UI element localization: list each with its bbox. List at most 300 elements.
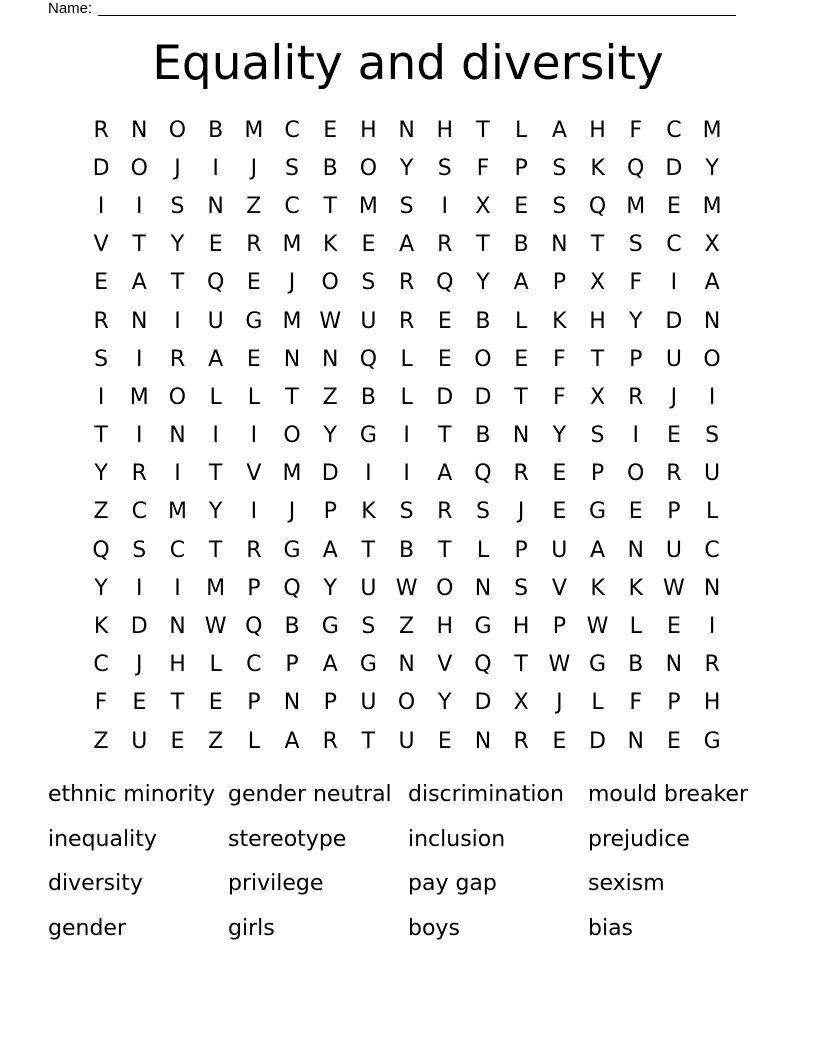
grid-cell: R xyxy=(169,346,186,372)
grid-cell: J xyxy=(556,690,563,716)
grid-cell: E xyxy=(552,499,567,525)
grid-cell: E xyxy=(666,728,681,754)
name-field xyxy=(48,0,736,18)
grid-cell: V xyxy=(246,461,262,487)
grid-cell: Q xyxy=(359,346,378,372)
grid-cell: Y xyxy=(208,499,223,525)
grid-cell: Y xyxy=(705,155,719,181)
grid-cell: S xyxy=(552,193,567,219)
grid-cell: N xyxy=(283,690,301,716)
grid-cell: E xyxy=(514,193,529,219)
grid-cell: W xyxy=(204,614,227,640)
grid-cell: S xyxy=(399,499,414,525)
grid-cell: M xyxy=(282,308,302,334)
grid-cell: C xyxy=(131,499,147,525)
grid-cell: E xyxy=(552,728,567,754)
name-blank-line xyxy=(98,14,736,16)
grid-cell: Y xyxy=(476,270,490,296)
grid-cell: M xyxy=(129,384,149,410)
grid-cell: E xyxy=(94,270,109,296)
grid-cell: I xyxy=(97,384,105,410)
grid-cell: S xyxy=(170,193,185,219)
grid-cell: Q xyxy=(92,537,110,563)
grid-cell: N xyxy=(627,537,644,563)
grid-cell: N xyxy=(665,652,683,678)
grid-cell: C xyxy=(704,537,720,563)
grid-cell: R xyxy=(93,308,109,334)
grid-cell: P xyxy=(323,690,337,716)
grid-cell: M xyxy=(358,193,378,219)
grid-cell: Y xyxy=(552,423,567,449)
grid-cell: E xyxy=(246,346,261,372)
word-list-item: gender xyxy=(48,915,126,941)
grid-cell: O xyxy=(283,423,301,449)
grid-cell: B xyxy=(628,652,644,678)
grid-cell: R xyxy=(131,461,147,487)
grid-cell: R xyxy=(513,461,529,487)
grid-cell: R xyxy=(437,232,453,258)
grid-cell: I xyxy=(365,461,372,487)
grid-cell: C xyxy=(169,537,186,563)
grid-cell: D xyxy=(321,461,339,487)
grid-cell: P xyxy=(285,652,299,678)
grid-cell: X xyxy=(704,232,720,258)
grid-cell: Q xyxy=(283,575,301,601)
grid-cell: S xyxy=(361,614,376,640)
grid-cell: I xyxy=(212,423,219,449)
grid-cell: F xyxy=(629,117,643,143)
grid-cell: F xyxy=(94,690,108,716)
grid-cell: G xyxy=(321,614,339,640)
grid-cell: N xyxy=(398,117,415,143)
grid-cell: R xyxy=(704,652,720,678)
grid-cell: H xyxy=(169,652,186,678)
grid-cell: J xyxy=(288,270,296,296)
grid-cell: L xyxy=(209,652,222,678)
grid-cell: K xyxy=(590,575,605,601)
grid-cell: Y xyxy=(94,461,108,487)
grid-cell: N xyxy=(512,423,530,449)
word-list-item: stereotype xyxy=(228,826,347,852)
grid-cell: D xyxy=(589,728,606,754)
grid-cell: S xyxy=(705,423,720,449)
grid-cell: P xyxy=(667,499,681,525)
grid-cell: T xyxy=(132,232,146,258)
grid-cell: I xyxy=(136,423,143,449)
grid-cell: N xyxy=(474,575,492,601)
grid-cell: N xyxy=(169,423,186,449)
grid-cell: R xyxy=(93,117,109,143)
grid-cell: U xyxy=(360,690,377,716)
grid-cell: T xyxy=(94,423,108,449)
grid-cell: M xyxy=(282,232,302,258)
grid-cell: I xyxy=(174,308,181,334)
grid-cell: I xyxy=(250,423,258,449)
grid-cell: L xyxy=(209,384,222,410)
grid-cell: T xyxy=(476,232,490,258)
grid-cell: R xyxy=(398,270,415,296)
grid-cell: Y xyxy=(399,155,414,181)
grid-cell: C xyxy=(284,193,300,219)
grid-cell: L xyxy=(476,537,490,563)
grid-cell: E xyxy=(666,423,681,449)
grid-cell: G xyxy=(359,423,377,449)
grid-cell: A xyxy=(551,117,567,143)
grid-cell: T xyxy=(208,461,223,487)
word-list-item: sexism xyxy=(588,871,665,897)
grid-cell: M xyxy=(244,117,264,143)
grid-cell: A xyxy=(399,232,415,258)
word-list-item: prejudice xyxy=(588,826,690,852)
grid-cell: E xyxy=(437,728,452,754)
grid-cell: C xyxy=(666,232,682,258)
grid-cell: D xyxy=(436,384,454,410)
word-list-item: mould breaker xyxy=(588,782,748,807)
grid-cell: Z xyxy=(246,193,262,219)
grid-cell: L xyxy=(247,384,260,410)
grid-cell: M xyxy=(206,575,226,601)
grid-cell: I xyxy=(250,499,258,525)
grid-cell: W xyxy=(586,614,609,640)
grid-cell: X xyxy=(589,270,606,296)
grid-cell: A xyxy=(704,270,720,296)
grid-cell: C xyxy=(666,117,682,143)
grid-cell: R xyxy=(513,728,529,754)
grid-cell: E xyxy=(437,308,452,334)
grid-cell: U xyxy=(360,308,377,334)
grid-cell: I xyxy=(174,575,181,601)
grid-cell: N xyxy=(169,614,186,640)
grid-cell: P xyxy=(667,690,681,716)
grid-cell: S xyxy=(552,155,567,181)
grid-cell: H xyxy=(436,614,454,640)
grid-cell: U xyxy=(207,308,224,334)
grid-cell: I xyxy=(136,575,143,601)
grid-cell: B xyxy=(360,384,376,410)
grid-cell: Y xyxy=(438,690,452,716)
grid-cell: H xyxy=(589,117,606,143)
grid-cell: E xyxy=(208,690,223,716)
grid-cell: R xyxy=(246,537,262,563)
word-list-item: privilege xyxy=(228,871,324,897)
grid-cell: Q xyxy=(474,652,492,678)
grid-cell: I xyxy=(441,193,449,219)
grid-cell: L xyxy=(629,614,642,640)
grid-cell: R xyxy=(437,499,453,525)
grid-cell: P xyxy=(514,155,528,181)
grid-cell: B xyxy=(284,614,300,640)
grid-cell: J xyxy=(174,155,181,181)
grid-cell: Q xyxy=(436,270,454,296)
grid-cell: T xyxy=(514,652,528,678)
grid-cell: S xyxy=(94,346,109,372)
grid-cell: O xyxy=(627,461,645,487)
grid-cell: M xyxy=(282,461,302,487)
grid-cell: A xyxy=(513,270,529,296)
grid-cell: C xyxy=(246,652,262,678)
grid-cell: H xyxy=(436,117,454,143)
grid-cell: P xyxy=(247,690,261,716)
grid-cell: H xyxy=(360,117,377,143)
grid-cell: Y xyxy=(94,575,108,601)
grid-cell: G xyxy=(283,537,301,563)
grid-cell: H xyxy=(703,690,721,716)
grid-cell: T xyxy=(476,117,490,143)
grid-cell: O xyxy=(436,575,454,601)
grid-cell: N xyxy=(321,346,339,372)
grid-cell: E xyxy=(514,346,529,372)
grid-cell: N xyxy=(283,346,301,372)
grid-cell: L xyxy=(247,728,260,754)
grid-cell: Z xyxy=(322,384,338,410)
grid-cell: S xyxy=(285,155,300,181)
grid-cell: F xyxy=(476,155,490,181)
grid-cell: T xyxy=(323,193,337,219)
word-list-item: girls xyxy=(228,915,275,941)
grid-cell: B xyxy=(208,117,224,143)
grid-cell: F xyxy=(553,384,566,410)
grid-cell: W xyxy=(548,652,571,678)
grid-cell: R xyxy=(628,384,644,410)
grid-cell: I xyxy=(97,193,105,219)
grid-cell: P xyxy=(629,346,643,372)
grid-cell: T xyxy=(438,537,452,563)
grid-cell: S xyxy=(628,232,643,258)
grid-cell: P xyxy=(552,614,566,640)
grid-cell: U xyxy=(704,461,721,487)
grid-cell: S xyxy=(132,537,147,563)
grid-cell: R xyxy=(246,232,262,258)
grid-cell: T xyxy=(590,346,605,372)
grid-cell: G xyxy=(703,728,721,754)
grid-cell: T xyxy=(438,423,452,449)
grid-cell: N xyxy=(627,728,644,754)
grid-cell: U xyxy=(360,575,377,601)
grid-cell: X xyxy=(589,384,606,410)
grid-cell: O xyxy=(474,346,492,372)
grid-cell: I xyxy=(632,423,639,449)
letter-grid xyxy=(82,111,736,760)
grid-cell: P xyxy=(552,270,566,296)
grid-cell: T xyxy=(514,384,528,410)
word-list-item: discrimination xyxy=(408,782,564,807)
grid-cell: H xyxy=(589,308,606,334)
grid-cell: E xyxy=(552,461,567,487)
grid-cell: M xyxy=(702,117,722,143)
grid-cell: J xyxy=(136,652,143,678)
grid-cell: A xyxy=(590,537,606,563)
grid-cell: T xyxy=(361,537,376,563)
grid-cell: O xyxy=(397,690,416,716)
grid-cell: Y xyxy=(628,308,643,334)
grid-cell: U xyxy=(551,537,568,563)
grid-cell: G xyxy=(245,308,263,334)
grid-cell: Z xyxy=(399,614,415,640)
page-title: Equality and diversity xyxy=(152,36,664,91)
grid-cell: J xyxy=(670,384,678,410)
word-list-item: pay gap xyxy=(408,871,497,897)
grid-cell: V xyxy=(93,232,109,258)
word-list-item: bias xyxy=(588,915,634,941)
grid-cell: O xyxy=(703,346,721,372)
grid-cell: I xyxy=(403,461,410,487)
grid-cell: A xyxy=(208,346,224,372)
word-list-item: ethnic minority xyxy=(48,782,215,807)
grid-cell: A xyxy=(437,461,453,487)
grid-cell: E xyxy=(323,117,338,143)
grid-cell: E xyxy=(628,499,643,525)
grid-cell: E xyxy=(666,614,681,640)
grid-cell: E xyxy=(361,232,376,258)
grid-cell: L xyxy=(705,499,719,525)
grid-cell: P xyxy=(514,537,528,563)
grid-cell: G xyxy=(589,652,607,678)
grid-cell: Q xyxy=(588,193,607,219)
grid-cell: W xyxy=(395,575,418,601)
grid-cell: C xyxy=(284,117,300,143)
grid-cell: E xyxy=(170,728,185,754)
grid-cell: T xyxy=(361,728,376,754)
grid-cell: O xyxy=(168,117,187,143)
grid-cell: Z xyxy=(93,499,109,525)
grid-cell: U xyxy=(665,537,682,563)
grid-cell: L xyxy=(515,308,528,334)
grid-cell: V xyxy=(551,575,567,601)
grid-cell: I xyxy=(174,461,181,487)
grid-cell: L xyxy=(400,346,413,372)
grid-cell: S xyxy=(514,575,529,601)
grid-cell: U xyxy=(665,346,682,372)
grid-cell: K xyxy=(323,232,338,258)
grid-cell: W xyxy=(663,575,685,601)
grid-cell: G xyxy=(589,499,607,525)
grid-cell: D xyxy=(474,384,492,410)
grid-cell: F xyxy=(629,690,643,716)
grid-cell: I xyxy=(136,346,143,372)
grid-cell: E xyxy=(246,270,261,296)
grid-cell: A xyxy=(131,270,147,296)
grid-cell: Q xyxy=(627,155,645,181)
grid-cell: K xyxy=(361,499,376,525)
grid-cell: S xyxy=(399,193,414,219)
grid-cell: O xyxy=(168,384,187,410)
grid-cell: A xyxy=(322,652,338,678)
grid-cell: B xyxy=(513,232,529,258)
grid-cell: P xyxy=(247,575,261,601)
grid-cell: P xyxy=(590,461,605,487)
word-list-item: boys xyxy=(408,915,460,941)
word-list-item: inclusion xyxy=(408,826,506,852)
grid-cell: Y xyxy=(323,575,337,601)
grid-cell: M xyxy=(626,193,646,219)
grid-cell: Z xyxy=(208,728,224,754)
grid-cell: I xyxy=(670,270,678,296)
grid-cell: N xyxy=(703,575,721,601)
grid-cell: F xyxy=(553,346,566,372)
grid-cell: S xyxy=(437,155,452,181)
grid-cell: B xyxy=(399,537,415,563)
grid-cell: T xyxy=(285,384,299,410)
grid-cell: S xyxy=(361,270,376,296)
grid-cell: L xyxy=(591,690,604,716)
grid-cell: T xyxy=(208,537,223,563)
grid-cell: Q xyxy=(206,270,225,296)
word-list-item: gender neutral xyxy=(228,782,392,807)
grid-cell: S xyxy=(590,423,605,449)
grid-cell: E xyxy=(666,193,681,219)
grid-cell: A xyxy=(284,728,300,754)
grid-cell: I xyxy=(136,193,143,219)
grid-cell: N xyxy=(398,652,415,678)
grid-cell: K xyxy=(93,614,109,640)
grid-cell: U xyxy=(131,728,148,754)
grid-cell: E xyxy=(208,232,223,258)
grid-cell: R xyxy=(398,308,415,334)
grid-cell: T xyxy=(170,270,185,296)
grid-cell: R xyxy=(322,728,338,754)
grid-cell: Z xyxy=(93,728,109,754)
grid-cell: K xyxy=(552,308,567,334)
grid-cell: D xyxy=(665,155,683,181)
grid-cell: N xyxy=(551,232,568,258)
grid-cell: I xyxy=(708,614,716,640)
grid-cell: A xyxy=(322,537,338,563)
grid-cell: X xyxy=(475,193,491,219)
grid-cell: U xyxy=(398,728,415,754)
grid-cell: O xyxy=(321,270,339,296)
grid-cell: W xyxy=(319,308,342,334)
grid-cell: E xyxy=(132,690,147,716)
grid-cell: S xyxy=(475,499,490,525)
word-list xyxy=(48,775,788,953)
grid-cell: Y xyxy=(170,232,185,258)
grid-cell: R xyxy=(666,461,682,487)
name-label: Name: xyxy=(48,0,93,17)
grid-cell: L xyxy=(400,384,413,410)
grid-cell: Y xyxy=(323,423,337,449)
grid-cell: F xyxy=(629,270,643,296)
grid-cell: B xyxy=(475,423,491,449)
grid-cell: O xyxy=(130,155,148,181)
grid-cell: T xyxy=(590,232,605,258)
grid-cell: N xyxy=(474,728,492,754)
grid-cell: J xyxy=(517,499,525,525)
grid-cell: C xyxy=(93,652,109,678)
grid-cell: E xyxy=(437,346,452,372)
grid-cell: D xyxy=(92,155,110,181)
grid-cell: D xyxy=(665,308,683,334)
grid-cell: M xyxy=(167,499,187,525)
grid-cell: P xyxy=(323,499,337,525)
grid-cell: B xyxy=(475,308,491,334)
grid-cell: J xyxy=(250,155,258,181)
grid-cell: B xyxy=(322,155,338,181)
grid-cell: N xyxy=(207,193,224,219)
word-list-item: inequality xyxy=(48,826,157,852)
word-list-item: diversity xyxy=(48,871,143,897)
grid-cell: O xyxy=(359,155,378,181)
grid-cell: N xyxy=(131,117,148,143)
grid-cell: G xyxy=(474,614,492,640)
grid-cell: N xyxy=(703,308,721,334)
grid-cell: I xyxy=(212,155,219,181)
grid-cell: T xyxy=(170,690,185,716)
grid-cell: H xyxy=(512,614,530,640)
grid-cell: J xyxy=(288,499,296,525)
grid-cell: I xyxy=(403,423,410,449)
grid-cell: G xyxy=(359,652,377,678)
grid-cell: D xyxy=(130,614,148,640)
